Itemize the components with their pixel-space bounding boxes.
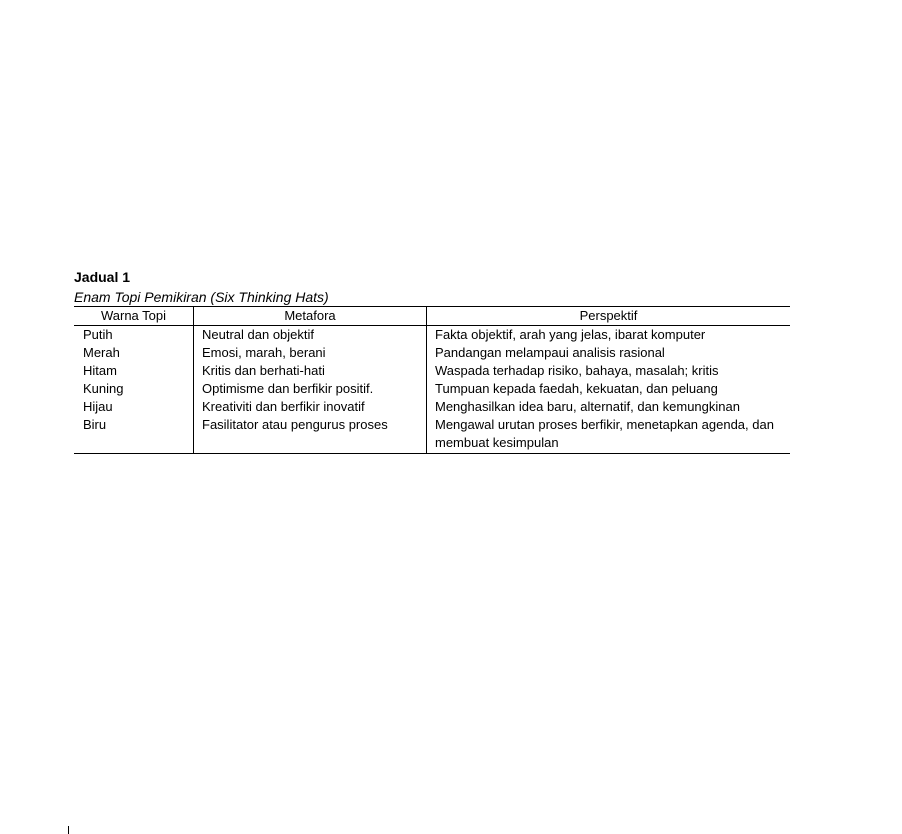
table-row bbox=[74, 344, 790, 362]
cell-metafora: Kreativiti dan berfikir inovatif bbox=[194, 398, 427, 416]
table-row bbox=[74, 326, 790, 345]
cell-metafora: Optimisme dan berfikir positif. bbox=[194, 380, 427, 398]
cell-warna: Biru bbox=[74, 416, 194, 454]
cell-metafora: Fasilitator atau pengurus proses bbox=[194, 416, 427, 454]
header-metafora: Metafora bbox=[194, 307, 427, 326]
cell-warna: Kuning bbox=[74, 380, 194, 398]
cell-perspektif: Mengawal urutan proses berfikir, menetapkan agenda, dan membuat kesimpulan bbox=[427, 416, 791, 454]
cell-warna: Hitam bbox=[74, 362, 194, 380]
header-warna-topi: Warna Topi bbox=[74, 307, 194, 326]
cell-metafora: Emosi, marah, berani bbox=[194, 344, 427, 362]
table-number: Jadual 1 bbox=[74, 269, 131, 285]
table-row bbox=[74, 380, 790, 398]
header-perspektif: Perspektif bbox=[427, 307, 791, 326]
cell-warna: Merah bbox=[74, 344, 194, 362]
cell-perspektif: Menghasilkan idea baru, alternatif, dan kemungkinan bbox=[435, 399, 740, 414]
table-row bbox=[74, 362, 790, 380]
cell-warna: Hijau bbox=[74, 398, 194, 416]
cell-metafora: Kritis dan berhati-hati bbox=[194, 362, 427, 380]
cell-metafora: Neutral dan objektif bbox=[194, 326, 427, 345]
table-row bbox=[74, 416, 790, 454]
six-thinking-hats-table bbox=[74, 306, 790, 454]
document-body bbox=[74, 268, 790, 454]
table-row bbox=[74, 398, 790, 416]
table-caption: Enam Topi Pemikiran (Six Thinking Hats) bbox=[74, 289, 329, 305]
text-cursor-mark bbox=[68, 826, 69, 834]
table-header-row bbox=[74, 307, 790, 326]
cell-perspektif: Tumpuan kepada faedah, kekuatan, dan peluang bbox=[435, 381, 718, 396]
cell-perspektif: Fakta objektif, arah yang jelas, ibarat komputer bbox=[435, 327, 706, 342]
cell-perspektif: Waspada terhadap risiko, bahaya, masalah; kritis bbox=[435, 363, 719, 378]
cell-warna: Putih bbox=[74, 326, 194, 345]
cell-perspektif: Pandangan melampaui analisis rasional bbox=[435, 345, 665, 360]
